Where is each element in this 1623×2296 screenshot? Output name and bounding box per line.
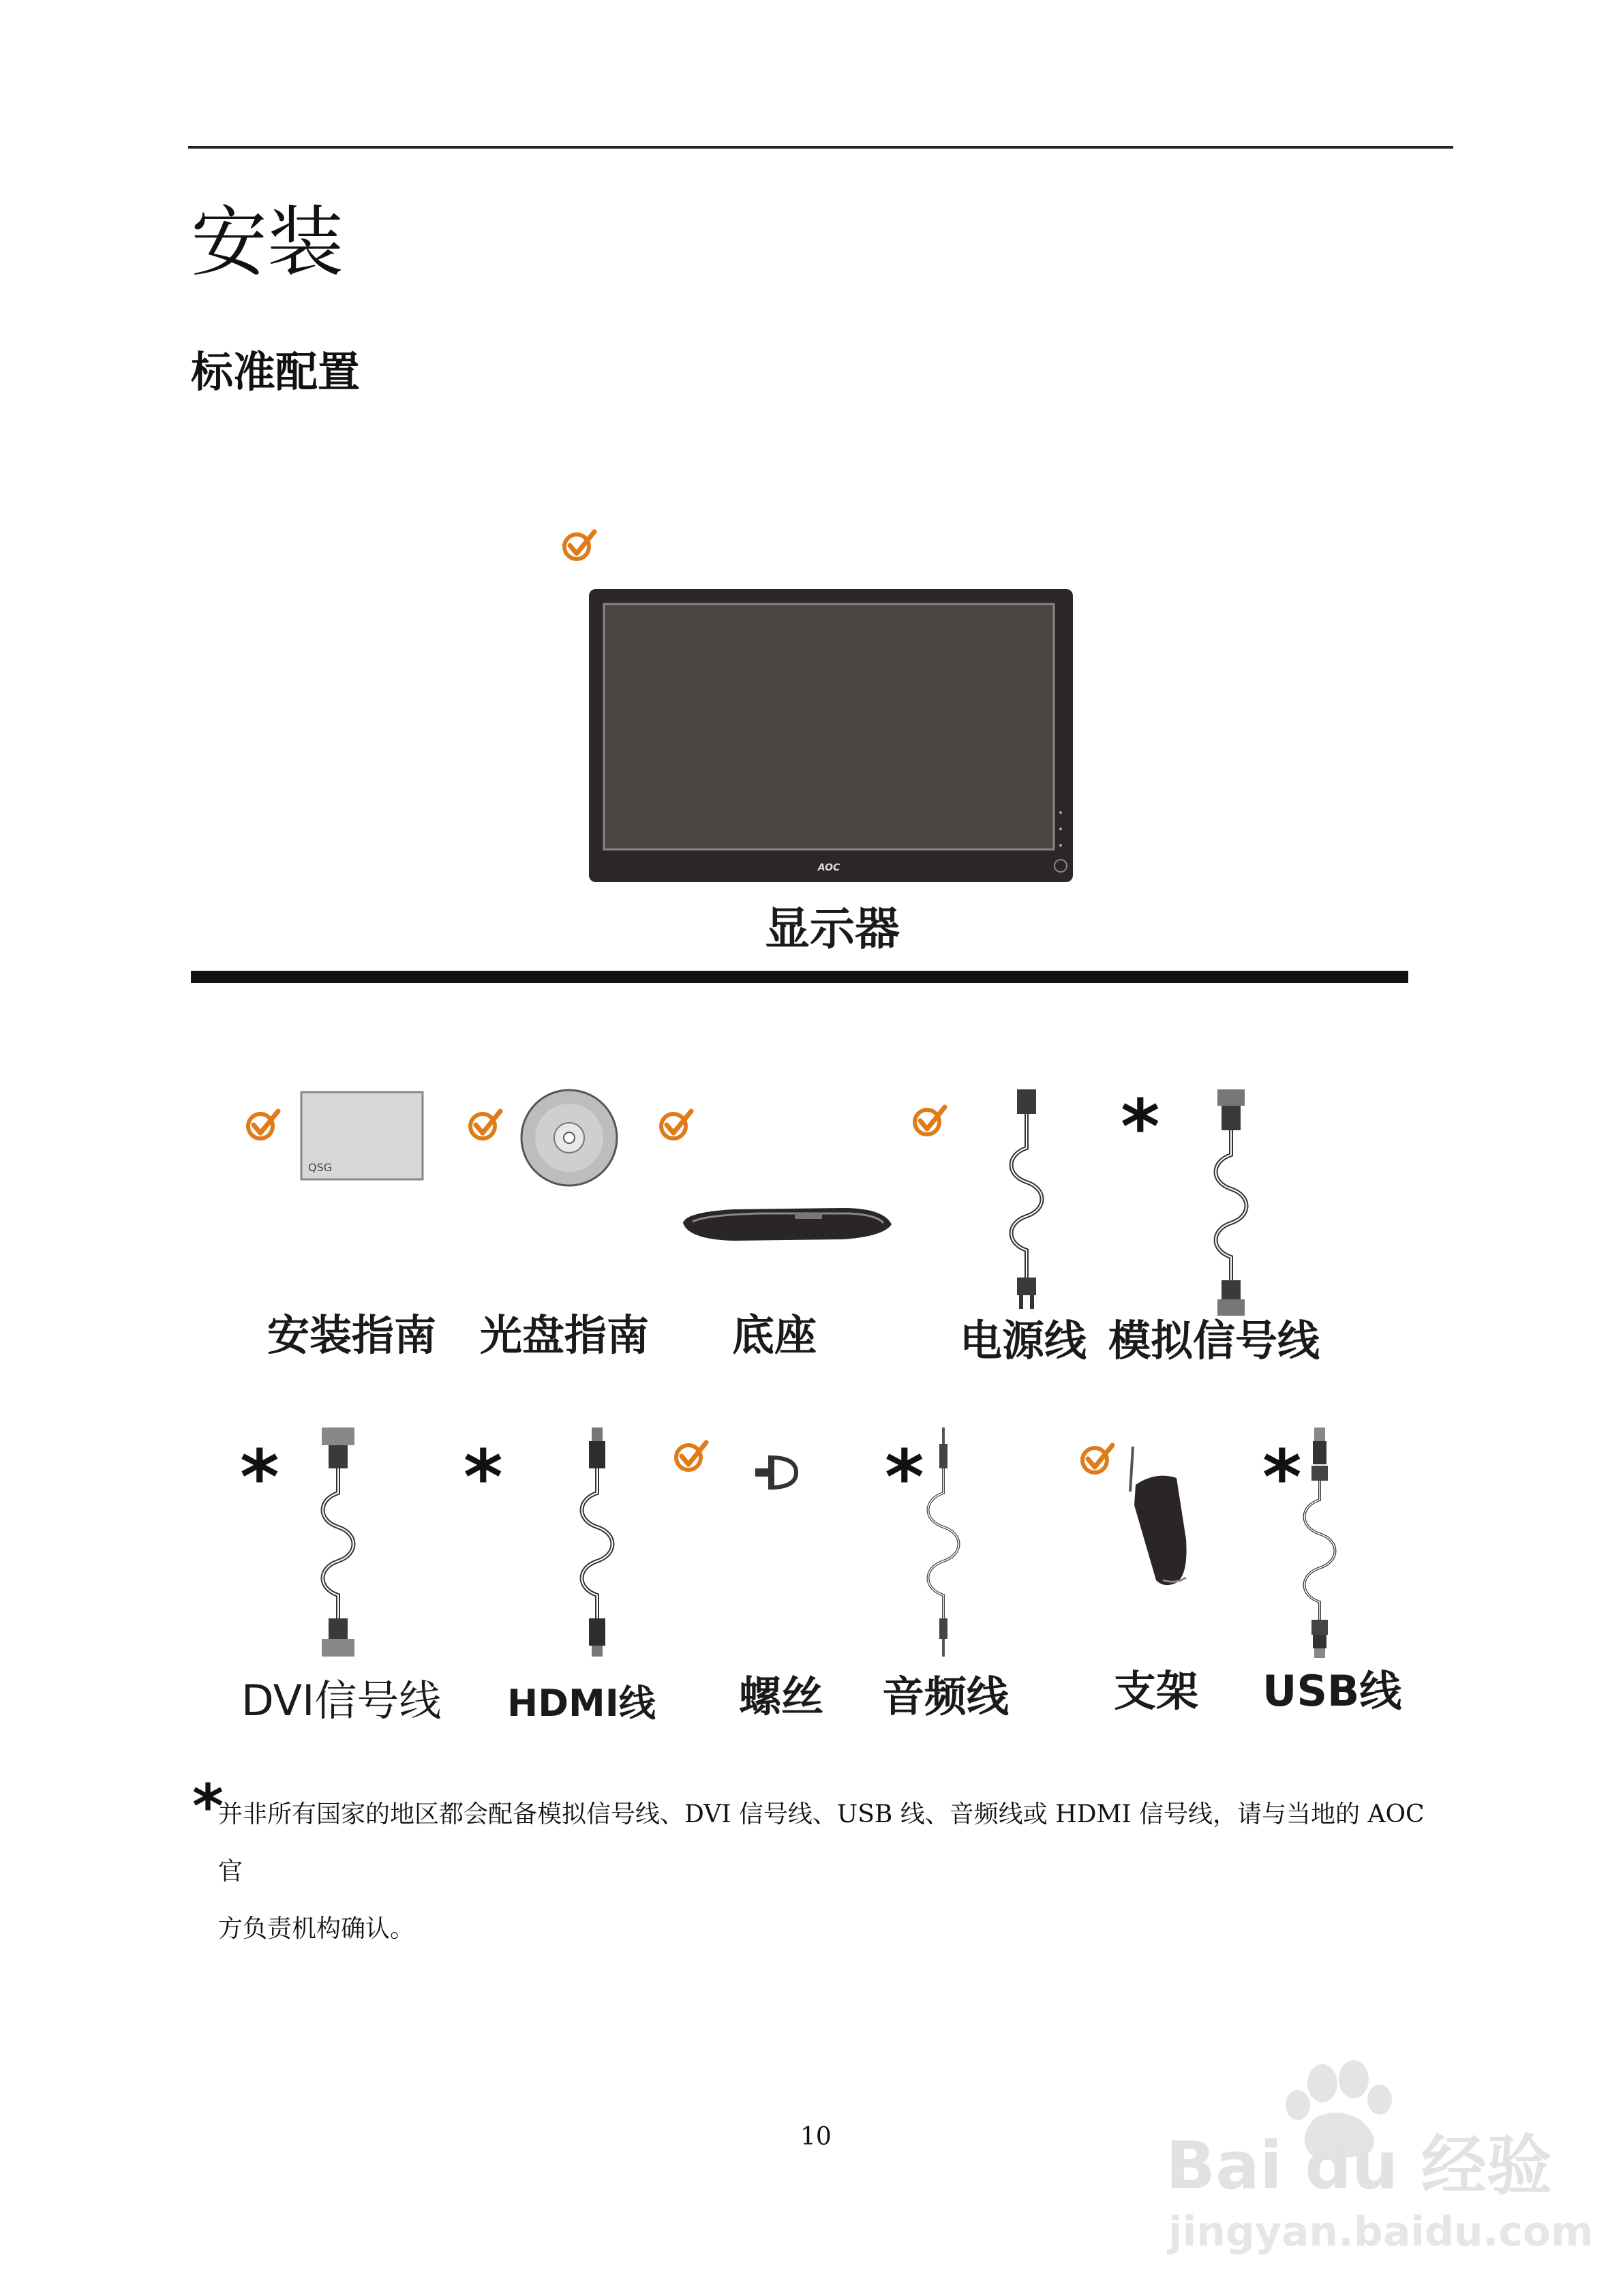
included-check-icon (909, 1100, 950, 1141)
stand-base-illustration (679, 1197, 897, 1252)
section-title: 标准配置 (191, 347, 361, 397)
included-check-icon (656, 1104, 697, 1145)
vga-cable-illustration (1204, 1087, 1258, 1318)
optional-star-mark: * (1121, 1083, 1160, 1170)
page-title: 安装 (191, 198, 344, 287)
accessory-label-vga-cable: 模拟信号线 (1108, 1316, 1320, 1365)
included-check-icon (243, 1104, 284, 1145)
optional-star-mark: * (885, 1434, 924, 1521)
included-check-icon (671, 1436, 712, 1477)
stand-neck-illustration (1115, 1444, 1197, 1594)
watermark-url: jingyan.baidu.com (1168, 2208, 1594, 2256)
accessory-label-power-cord: 电源线 (960, 1316, 1087, 1365)
audio-cable-illustration (916, 1425, 971, 1659)
optional-star-mark: * (240, 1434, 279, 1521)
screw-illustration (753, 1452, 800, 1493)
accessory-label-cd: 光盘指南 (480, 1310, 650, 1360)
accessory-label-usb-cable: USB线 (1262, 1666, 1402, 1716)
optional-star-mark: * (464, 1434, 503, 1521)
monitor-logo: AOC (817, 862, 840, 873)
header-rule (188, 146, 1453, 149)
footnote-star-mark: * (192, 1771, 224, 1841)
power-cord-illustration (999, 1087, 1054, 1312)
accessory-label-stand-neck: 支架 (1114, 1666, 1199, 1716)
footnote-line-1: 并非所有国家的地区都会配备模拟信号线、DVI 信号线、USB 线、音频线或 HDMI 信号线，请与当地的 AOC 官 (218, 1800, 1425, 1886)
section-divider (191, 971, 1408, 983)
accessory-label-dvi-cable: DVI信号线 (241, 1676, 442, 1725)
accessory-label-screw: 螺丝 (739, 1672, 824, 1721)
cd-disc-illustration (518, 1087, 620, 1189)
optional-star-mark: * (1262, 1434, 1302, 1521)
accessory-label-hdmi-cable: HDMI线 (507, 1682, 656, 1725)
usb-cable-illustration (1292, 1425, 1347, 1659)
watermark-brand: Bai du 经验 (1166, 2128, 1552, 2204)
included-check-icon (465, 1104, 506, 1145)
footnote-line-2: 方负责机构确认。 (218, 1915, 415, 1943)
baidu-watermark-logo (1152, 2052, 1594, 2256)
dvi-cable-illustration (311, 1425, 365, 1659)
qsg-manual-illustration (300, 1091, 425, 1182)
hdmi-cable-illustration (570, 1425, 624, 1659)
accessory-label-qsg: 安装指南 (267, 1310, 437, 1360)
footnote (218, 1786, 1445, 1958)
monitor-illustration (586, 586, 1077, 886)
included-check-icon (559, 525, 600, 566)
accessory-label-base: 底座 (732, 1310, 817, 1360)
accessory-label-audio-cable: 音频线 (882, 1672, 1010, 1721)
included-check-icon (1077, 1438, 1118, 1479)
qsg-text: QSG (308, 1161, 333, 1174)
monitor-label: 显示器 (765, 903, 900, 955)
page-number: 10 (800, 2123, 832, 2151)
